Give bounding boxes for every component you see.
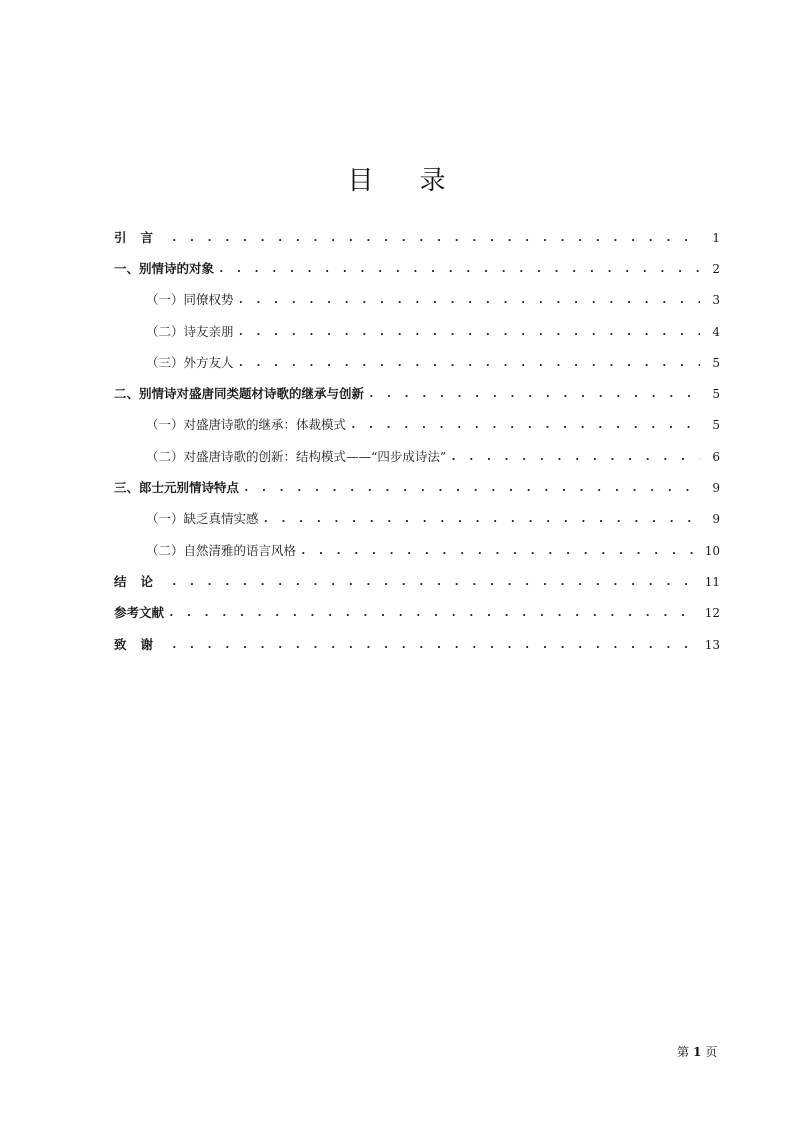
- toc-entry[interactable]: [114, 566, 720, 597]
- toc-entry-page: 11: [704, 574, 720, 589]
- toc-entry-page: 10: [704, 543, 720, 558]
- page-footer: [677, 1043, 717, 1060]
- toc-entry-page: 5: [712, 418, 720, 433]
- toc-entry-page: 9: [712, 512, 720, 527]
- title-char-left: 目: [347, 166, 374, 196]
- toc-entry-label: （二）自然清雅的语言风格: [146, 542, 297, 558]
- toc-leader-dots: [171, 230, 700, 246]
- toc-entry[interactable]: [114, 472, 720, 503]
- toc-subentry[interactable]: [114, 535, 720, 566]
- toc-subentry[interactable]: [114, 504, 720, 535]
- toc-entry-label: （二）对盛唐诗歌的创新：结构模式——“四步成诗法”: [146, 448, 447, 464]
- toc-entry-page: 5: [712, 355, 720, 370]
- toc-entry-page: 2: [712, 261, 720, 276]
- toc-entry-label: （一）同僚权势: [146, 292, 234, 308]
- toc-entry[interactable]: [114, 598, 720, 629]
- toc-entry-page: 5: [712, 387, 720, 402]
- toc-leader-dots: [350, 417, 700, 433]
- toc-leader-dots: [238, 324, 700, 340]
- toc-entry-label: （二）诗友亲朋: [146, 323, 234, 339]
- toc-entry-label: 参考文献: [114, 605, 165, 621]
- toc-entry-label: （一）对盛唐诗歌的继承：体裁模式: [146, 417, 347, 433]
- toc-entry-label: 结论: [114, 573, 168, 589]
- toc-entry-page: 9: [712, 481, 720, 496]
- toc-entry-page: 4: [712, 324, 720, 339]
- toc-subentry[interactable]: [114, 441, 720, 472]
- toc-entry[interactable]: [114, 253, 720, 284]
- title-char-right: 录: [419, 166, 446, 196]
- footer-suffix: 页: [705, 1045, 718, 1059]
- toc-entry[interactable]: [114, 222, 720, 253]
- toc-subentry[interactable]: [114, 347, 720, 378]
- toc-leader-dots: [171, 637, 699, 653]
- toc-subentry[interactable]: [114, 285, 720, 316]
- toc-entry-page: 13: [704, 637, 720, 652]
- toc-leader-dots: [168, 605, 699, 621]
- toc-leader-dots: [243, 480, 700, 496]
- toc-entry[interactable]: [114, 378, 720, 409]
- toc-subentry[interactable]: [114, 410, 720, 441]
- toc-entry-page: 3: [712, 293, 720, 308]
- toc-leader-dots: [218, 261, 700, 277]
- toc-entry-page: 1: [712, 230, 720, 245]
- toc-entry-page: 6: [712, 449, 720, 464]
- toc-entry-label: 二、别情诗对盛唐同类题材诗歌的继承与创新: [114, 386, 365, 402]
- toc-entry-label: 三、郎士元别情诗特点: [114, 480, 240, 496]
- toc-entry-page: 12: [704, 606, 720, 621]
- toc-leader-dots: [238, 355, 700, 371]
- toc-entry-label: （三）外方友人: [146, 354, 234, 370]
- page-title: [0, 160, 793, 197]
- toc-leader-dots: [450, 449, 700, 465]
- toc-subentry[interactable]: [114, 316, 720, 347]
- toc-entry-label: （一）缺乏真情实感: [146, 511, 259, 527]
- toc-leader-dots: [263, 511, 700, 527]
- toc-entry-label: 一、别情诗的对象: [114, 260, 215, 276]
- toc-leader-dots: [300, 543, 699, 559]
- footer-prefix: 第: [677, 1045, 690, 1059]
- table-of-contents: [114, 222, 720, 660]
- toc-leader-dots: [238, 292, 700, 308]
- toc-leader-dots: [368, 386, 700, 402]
- page-number: 1: [693, 1045, 702, 1059]
- toc-entry[interactable]: [114, 629, 720, 660]
- toc-entry-label: 引言: [114, 229, 168, 245]
- toc-leader-dots: [171, 574, 699, 590]
- toc-entry-label: 致谢: [114, 636, 168, 652]
